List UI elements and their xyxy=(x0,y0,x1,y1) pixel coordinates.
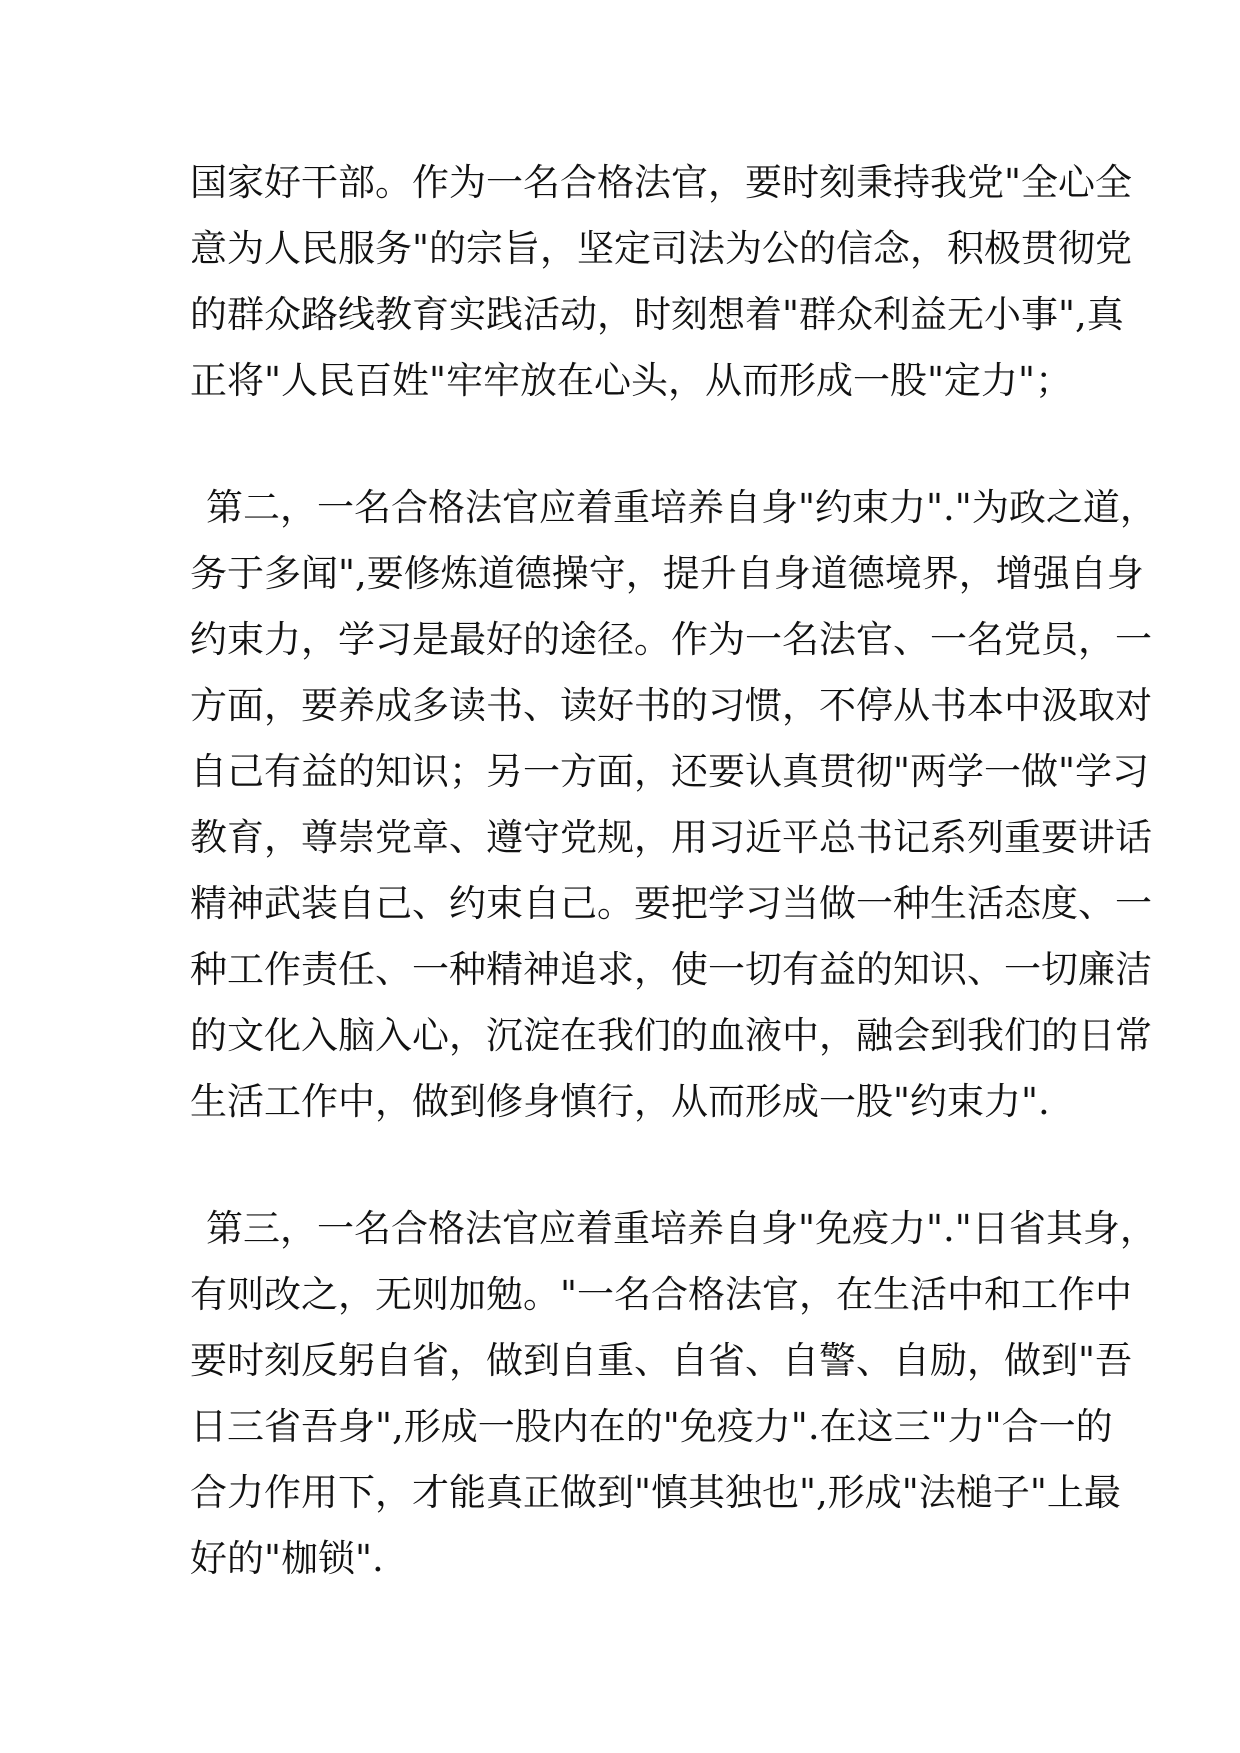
text-line: 第三，一名合格法官应着重培养自身"免疫力"."日省其身， xyxy=(206,1207,1157,1250)
text-line: 约束力，学习是最好的途径。作为一名法官、一名党员，一 xyxy=(190,618,1152,661)
text-line: 教育，尊崇党章、遵守党规，用习近平总书记系列重要讲话 xyxy=(190,816,1152,859)
text-line: 要时刻反躬自省，做到自重、自省、自警、自励，做到"吾 xyxy=(190,1339,1133,1382)
text-line: 有则改之，无则加勉。"一名合格法官，在生活中和工作中 xyxy=(190,1273,1133,1316)
text-line: 精神武装自己、约束自己。要把学习当做一种生活态度、一 xyxy=(190,882,1152,925)
text-line: 的文化入脑入心，沉淀在我们的血液中，融会到我们的日常 xyxy=(190,1014,1152,1057)
text-line: 生活工作中，做到修身慎行，从而形成一股"约束力". xyxy=(190,1080,1050,1123)
text-line: 意为人民服务"的宗旨，坚定司法为公的信念，积极贯彻党 xyxy=(190,227,1133,270)
paragraph-2 xyxy=(190,475,1157,1135)
text-line: 的群众路线教育实践活动，时刻想着"群众利益无小事",真 xyxy=(190,293,1124,336)
text-line: 正将"人民百姓"牢牢放在心头，从而形成一股"定力"； xyxy=(190,359,1073,402)
text-line: 方面，要养成多读书、读好书的习惯，不停从书本中汲取对 xyxy=(190,684,1152,727)
text-line: 合力作用下，才能真正做到"慎其独也",形成"法槌子"上最 xyxy=(190,1471,1121,1514)
text-line: 第二，一名合格法官应着重培养自身"约束力"."为政之道， xyxy=(206,486,1157,529)
text-line: 日三省吾身",形成一股内在的"免疫力".在这三"力"合一的 xyxy=(190,1405,1113,1448)
paragraph-1 xyxy=(190,150,1133,414)
paragraph-3 xyxy=(190,1196,1157,1592)
text-line: 好的"枷锁". xyxy=(190,1537,384,1580)
text-line: 种工作责任、一种精神追求，使一切有益的知识、一切廉洁 xyxy=(190,948,1152,991)
text-line: 自己有益的知识；另一方面，还要认真贯彻"两学一做"学习 xyxy=(190,750,1150,793)
text-line: 务于多闻",要修炼道德操守，提升自身道德境界，增强自身 xyxy=(190,552,1144,595)
text-line: 国家好干部。作为一名合格法官，要时刻秉持我党"全心全 xyxy=(190,161,1133,204)
